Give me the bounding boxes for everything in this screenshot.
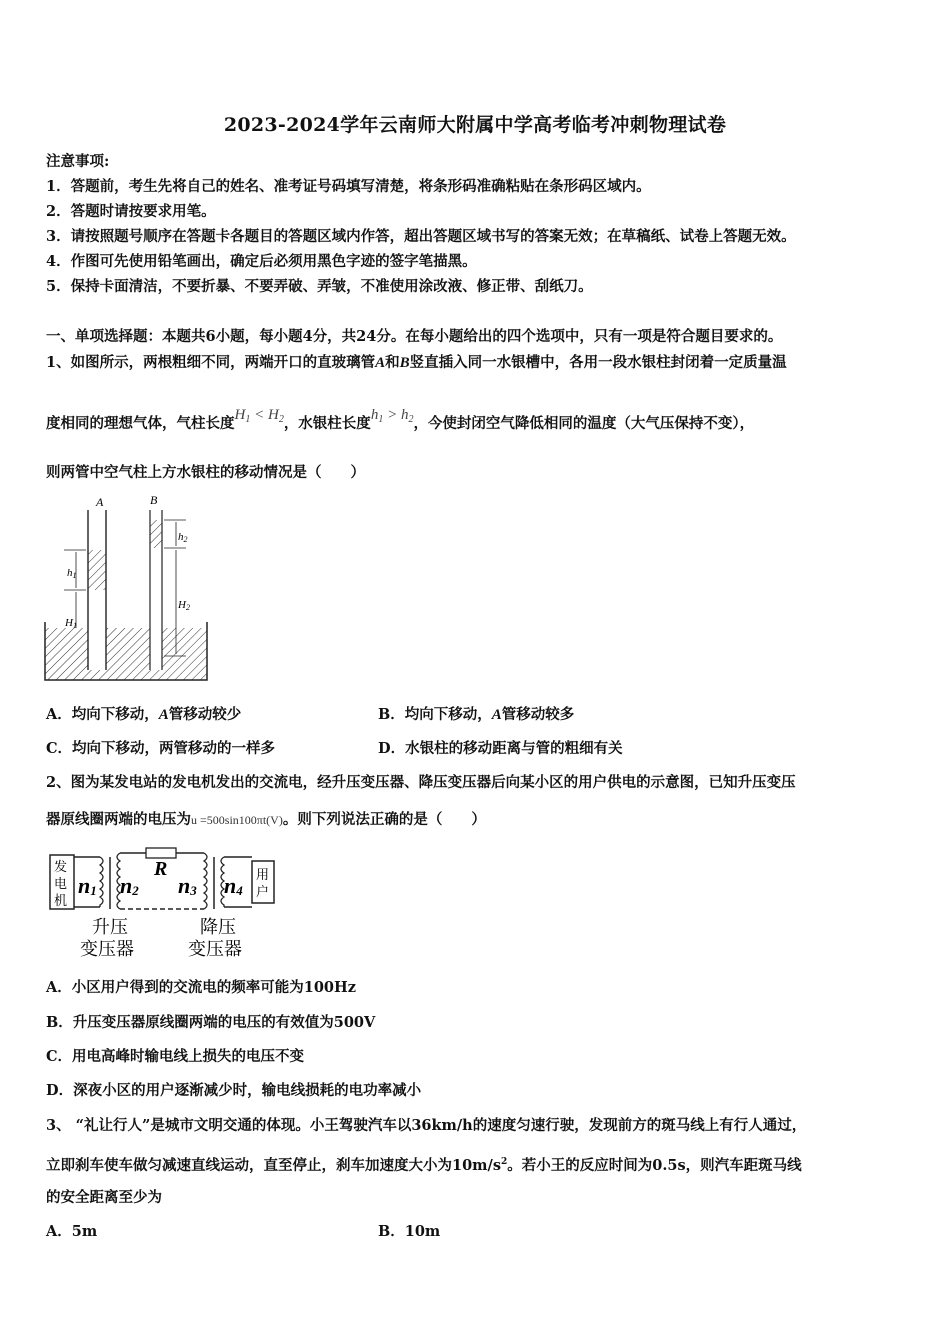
formula-h1-gt-h2: $h_1 > h_2$ [370,407,414,425]
label-h1: h1 [67,567,77,580]
label-n2: n2 [120,873,139,898]
q1-option-d[interactable]: D．水银柱的移动距离与管的粗细有关 [378,740,623,757]
step-down-label: 变压器 [188,939,242,959]
step-up-label: 升压 [92,917,128,937]
q1-option-a[interactable]: A．均向下移动，A管移动较少 [46,706,242,723]
notice-item: 3．请按照题号顺序在答题卡各题目的答题区域内作答，超出答题区域书写的答案无效；在草稿纸、试卷上答题无效。 [46,228,796,245]
section-heading: 一、单项选择题：本题共6小题，每小题4分，共24分。在每小题给出的四个选项中，只有一项是符合题目要求的。 [46,328,783,345]
svg-text:电: 电 [54,876,68,891]
q2-line2: 器原线圈两端的电压为u =500sin100πt(V)。则下列说法正确的是（ ） [46,811,486,828]
q1-option-b[interactable]: B．均向下移动，A管移动较多 [378,706,575,723]
q3-option-a[interactable]: A．5m [46,1223,98,1240]
mercury-trough [45,628,207,680]
voltage-equation: u =500sin100πt(V) [191,813,283,827]
mercury-column-b [150,520,162,548]
q3-line3: 的安全距离至少为 [46,1189,162,1206]
resistor [146,848,176,858]
q1-line2: 度相同的理想气体，气柱长度$H_1 < H_2$，水银柱长度$h_1 > h_2$，今使封闭空气降低相同的温度（大气压保持不变）， [46,407,755,432]
q3-line1: 3、 “礼让行人”是城市文明交通的体现。小王驾驶汽车以36km/h的速度匀速行驶，发现前方的斑马线上有行人通过， [46,1117,807,1134]
formula-H1-lt-H2: $H_1 < H_2$ [234,407,284,425]
notice-item: 2．答题时请按要求用笔。 [46,203,216,220]
notice-item: 4．作图可先使用铅笔画出，确定后必须用黑色字迹的签字笔描黑。 [46,253,477,270]
q1-line3: 则两管中空气柱上方水银柱的移动情况是（ ） [46,464,365,481]
coil-n3 [204,853,207,909]
label-n1: n1 [78,873,97,898]
q2-option-d[interactable]: D．深夜小区的用户逐渐减少时，输电线损耗的电功率减小 [46,1082,422,1099]
label-h2: h2 [178,531,188,544]
label-r: R [154,858,168,880]
label-a: A [96,495,104,509]
q3-line2: 立即刹车使车做匀减速直线运动，直至停止，刹车加速度大小为$10m/s^2$。若小王的反应时间为0.5s，则汽车距斑马线 [46,1156,802,1174]
label-n3: n3 [178,873,197,898]
tube-diagram [40,492,215,684]
label-b: B [150,493,158,507]
q2-option-b[interactable]: B．升压变压器原线圈两端的电压的有效值为500V [46,1014,376,1031]
notice-item: 5．保持卡面清洁，不要折暴、不要弄破、弄皱，不准使用涂改液、修正带、刮纸刀。 [46,278,593,295]
step-down-label: 降压 [200,917,236,937]
q1-option-c[interactable]: C．均向下移动，两管移动的一样多 [46,740,276,757]
label-H2: H2 [178,599,190,612]
notice-item: 1．答题前，考生先将自己的姓名、准考证号码填写清楚，将条形码准确粘贴在条形码区域内。 [46,178,651,195]
svg-text:户: 户 [256,884,270,899]
page-title: 2023-2024学年云南师大附属中学高考临考冲刺物理试卷 [223,114,727,136]
notice-heading: 注意事项: [46,153,110,170]
svg-text:发: 发 [54,859,68,874]
svg-text:机: 机 [54,893,68,908]
q2-option-a[interactable]: A．小区用户得到的交流电的频率可能为100Hz [46,979,356,996]
q2-line1: 2、图为某发电站的发电机发出的交流电，经升压变压器、降压变压器后向某小区的用户供电的示意图，已知升压变压 [46,774,796,791]
q3-option-b[interactable]: B．10m [378,1223,441,1240]
transmission-diagram [44,843,284,963]
step-up-label: 变压器 [80,939,134,959]
mercury-column-a [88,550,106,590]
label-n4: n4 [224,873,243,898]
svg-text:用: 用 [256,867,270,882]
q2-option-c[interactable]: C．用电高峰时输电线上损失的电压不变 [46,1048,305,1065]
label-H1: H1 [65,617,77,630]
coil-n1 [100,857,103,907]
q1-line1: 1、如图所示，两根粗细不同，两端开口的直玻璃管A和B竖直插入同一水银槽中，各用一段水银柱封闭着一定质量温 [46,354,787,371]
